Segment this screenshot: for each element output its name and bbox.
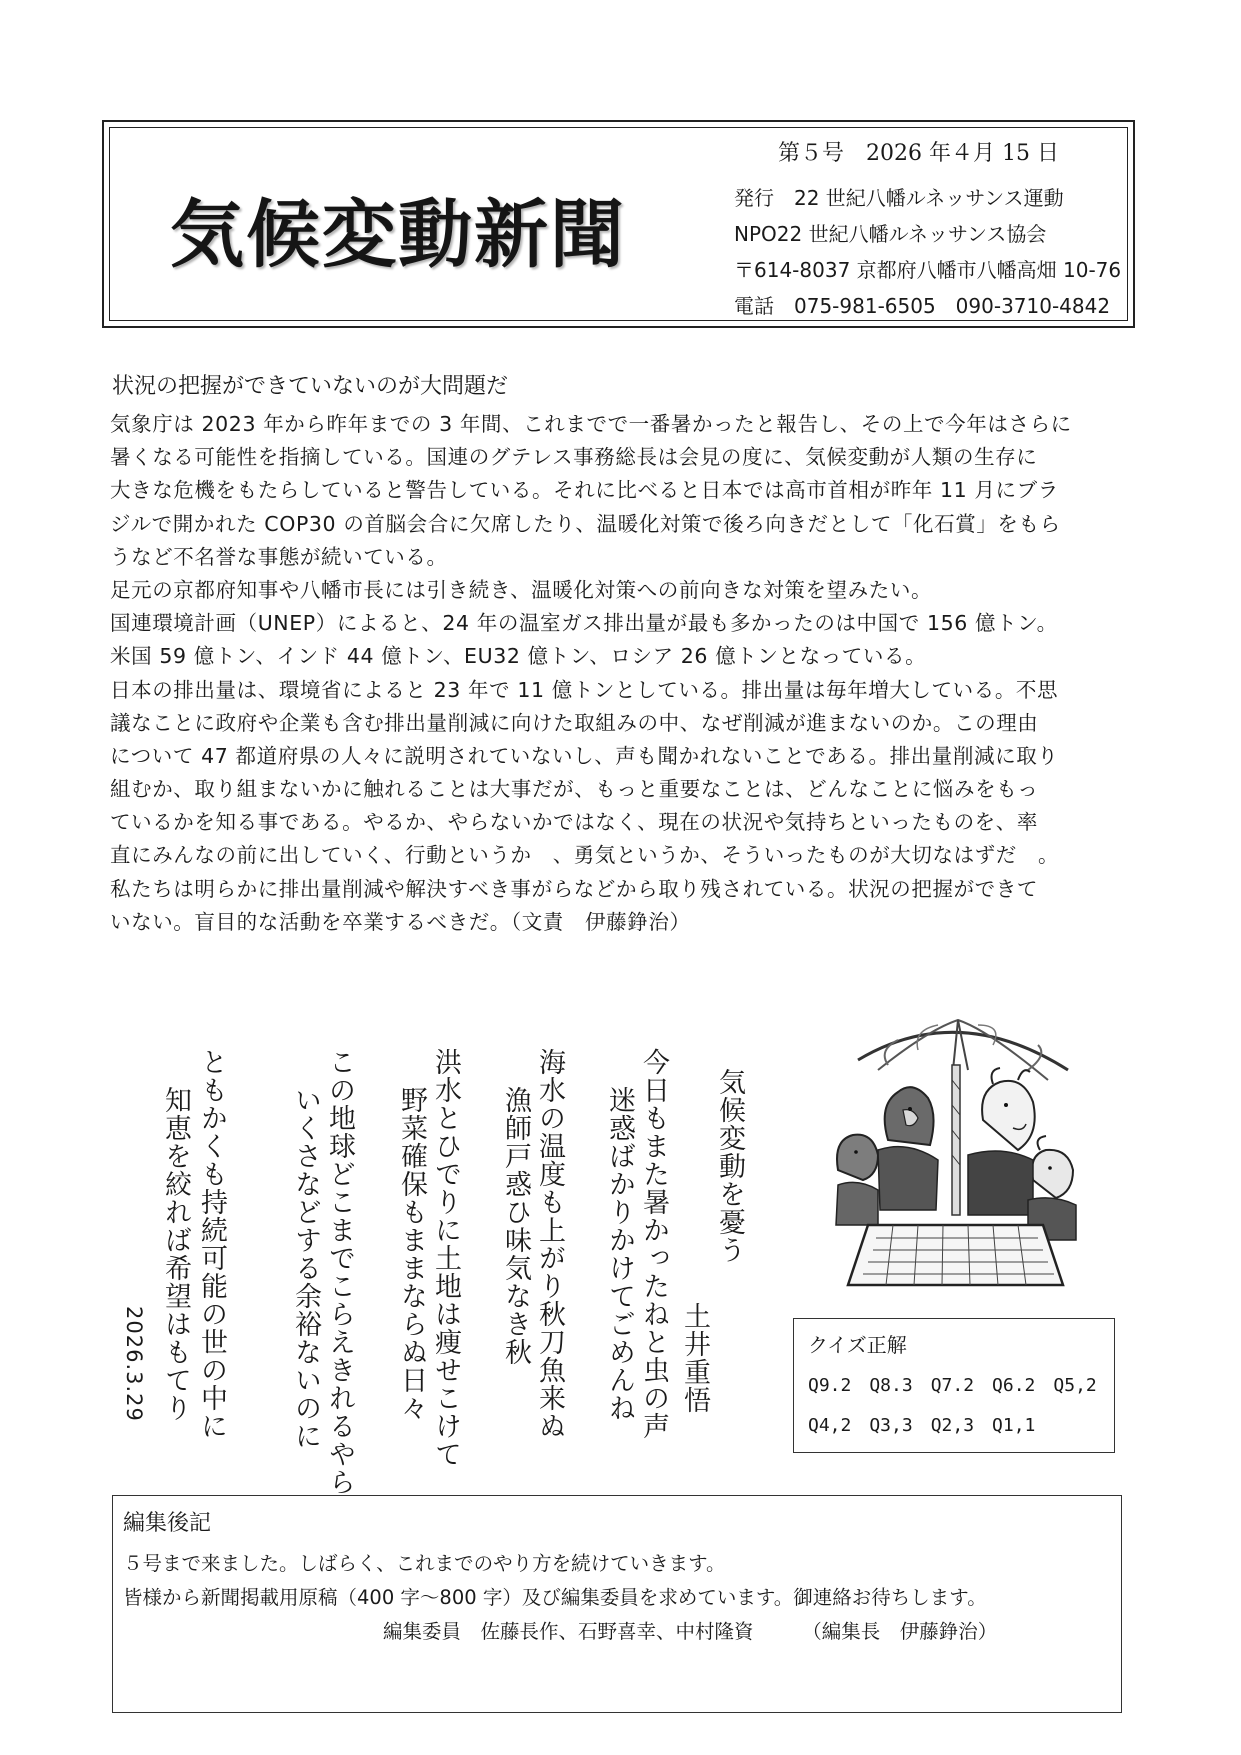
article-line: 直にみんなの前に出していく、行動というか 、勇気というか、そういったものが大切なはずだ 。 xyxy=(110,843,1060,868)
article-line: 日本の排出量は、環境省によると 23 年で 11 億トンとしている。排出量は毎年増大している。不思 xyxy=(110,677,1059,702)
horses-carousel-icon xyxy=(818,1010,1098,1290)
article-line: 私たちは明らかに排出量削減や解決すべき事がらなどから取り残されている。状況の把握ができて xyxy=(110,876,1038,901)
masthead-inner-border xyxy=(109,127,1128,321)
article-line: 大きな危機をもたらしていると警告している。それに比べると日本では高市首相が昨年 11 月にブラ xyxy=(110,478,1059,503)
article-line: 議なことに政府や企業も含む排出量削減に向けた取組みの中、なぜ削減が進まないのか。この理由 xyxy=(110,710,1039,735)
article-line: 暑くなる可能性を指摘している。国連のグテレス事務総長は会見の度に、気候変動が人類の生存に xyxy=(110,445,1038,470)
issue-date: 第５号 2026 年４月 15 日 xyxy=(778,141,1059,166)
address-line: 〒614-8037 京都府八幡市八幡高畑 10-76 xyxy=(734,258,1122,282)
masthead xyxy=(102,120,1135,328)
article-line: ジルで開かれた COP30 の首脳会合に欠席したり、温暖化対策で後ろ向きだとして「化石賞」をもら xyxy=(110,511,1061,536)
article-line: 米国 59 億トン、インド 44 億トン、EU32 億トン、ロシア 26 億トンとなっている。 xyxy=(110,644,927,669)
poem-date: 2026.3.29 xyxy=(122,1306,146,1422)
quiz-answers-row: Q4,2 Q3,3 Q2,3 Q1,1 xyxy=(808,1415,1036,1436)
poem-line: 迷惑ばかりかけてごめんね xyxy=(604,1086,635,1422)
poem-line: 洪水とひでりに土地は痩せこけて xyxy=(430,1048,461,1468)
quiz-title: クイズ正解 xyxy=(808,1333,907,1357)
poem-line: 知恵を絞れば希望はもてり xyxy=(160,1086,191,1422)
tanka-poem xyxy=(122,1048,745,1496)
article-heading: 状況の把握ができていないのが大問題だ xyxy=(112,374,509,399)
article-line: について 47 都道府県の人々に説明されていないし、声も聞かれないことである。排出量削減に取り xyxy=(110,743,1059,768)
poem-title: 気候変動を憂う xyxy=(714,1068,745,1264)
afterword-title: 編集後記 xyxy=(123,1511,212,1536)
article-line: いない。盲目的な活動を卒業するべきだ。（文責 伊藤錚治） xyxy=(110,909,691,934)
quiz-answers-box xyxy=(793,1318,1115,1453)
poem-line: ともかくも持続可能の世の中に xyxy=(196,1048,227,1440)
afterword-line: ５号まで来ました。しばらく、これまでのやり方を続けていきます。 xyxy=(123,1552,726,1575)
poem-line: 今日もまた暑かったねと虫の声 xyxy=(638,1048,669,1440)
newspaper-title: 気候変動新聞 xyxy=(170,192,626,278)
editorial-staff: 編集委員 佐藤長作、石野喜幸、中村隆資 （編集長 伊藤錚治） xyxy=(383,1620,998,1643)
poem-line: この地球どこまでこらえきれるやら xyxy=(324,1048,355,1496)
article-line: 気象庁は 2023 年から昨年までの 3 年間、これまでで一番暑かったと報告し、その上で今年はさらに xyxy=(110,412,1072,436)
article-line: 組むか、取り組まないかに触れることは大事だが、もっと重要なことは、どんなことに悩みをもっ xyxy=(110,777,1039,802)
article-line: ているかを知る事である。やるか、やらないかではなく、現在の状況や気持ちといったものを、率 xyxy=(110,810,1038,835)
npo-line: NPO22 世紀八幡ルネッサンス協会 xyxy=(734,222,1047,246)
quiz-answers-row: Q9.2 Q8.3 Q7.2 Q6.2 Q5,2 xyxy=(808,1375,1097,1396)
article-line: 国連環境計画（UNEP）によると、24 年の温室ガス排出量が最も多かったのは中国で 156 億トン。 xyxy=(110,611,1058,636)
afterword-line: 皆様から新聞掲載用原稿（400 字～800 字）及び編集委員を求めています。御連絡お待ちします。 xyxy=(123,1586,987,1609)
poem-line: いくさなどする余裕ないのに xyxy=(290,1086,321,1450)
publisher-line: 発行 22 世紀八幡ルネッサンス運動 xyxy=(734,186,1064,210)
article-line: 足元の京都府知事や八幡市長には引き続き、温暖化対策への前向きな対策を望みたい。 xyxy=(110,577,933,602)
poem-line: 海水の温度も上がり秋刀魚来ぬ xyxy=(534,1048,565,1440)
publisher-info xyxy=(734,180,1121,324)
poem-line: 漁師戸惑ひ味気なき秋 xyxy=(500,1086,531,1366)
main-article xyxy=(110,370,1140,939)
horses-carousel-illustration xyxy=(818,1010,1098,1290)
article-line: うなど不名誉な事態が続いている。 xyxy=(110,544,448,569)
editors-afterword xyxy=(112,1495,1122,1713)
poem-line: 野菜確保もままならぬ日々 xyxy=(396,1086,427,1422)
poem-author: 土井重悟 xyxy=(679,1302,710,1414)
phone-line: 電話 075-981-6505 090-3710-4842 xyxy=(734,294,1111,318)
